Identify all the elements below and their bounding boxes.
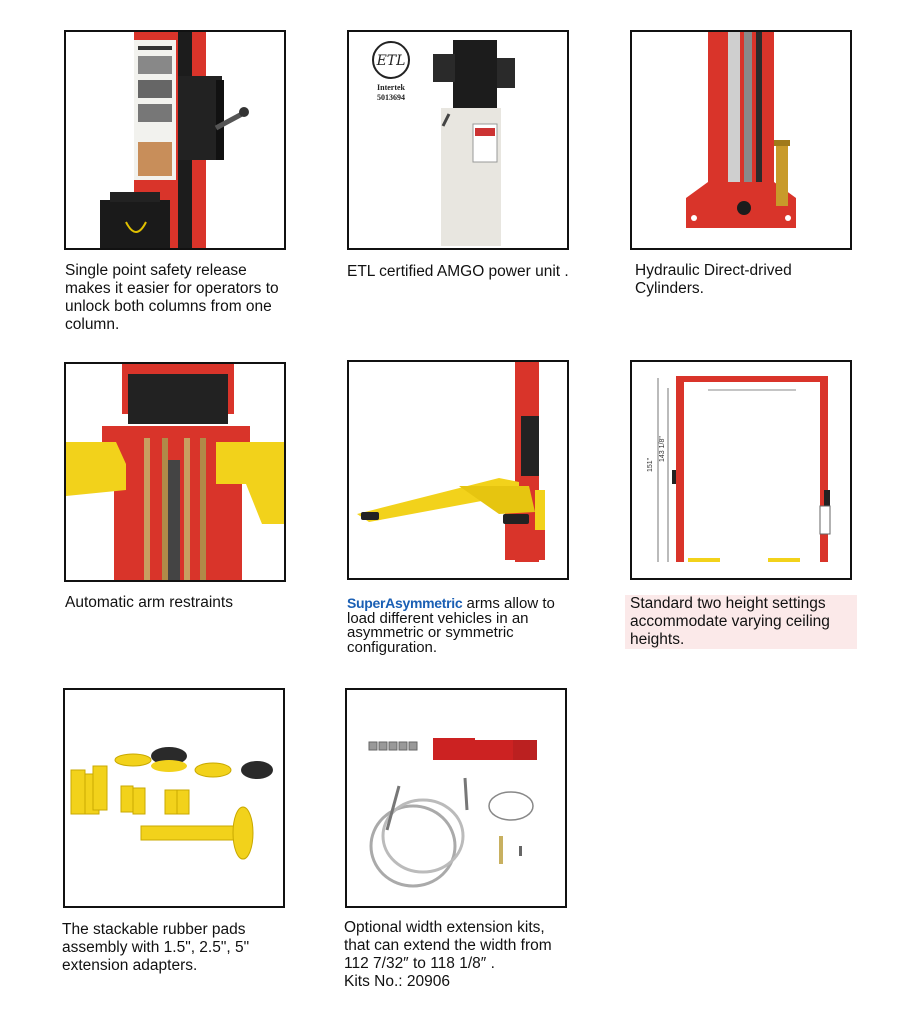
caption-asymmetric-text: arms allow to load different vehicles in an asymmetric or symmetric configuration. (347, 595, 555, 656)
dimension-inner: 143 1/8" (659, 436, 666, 462)
cylinder-image (630, 30, 852, 250)
extension-kit-line-4: Kits No.: 20906 (344, 973, 450, 990)
lift-diagram-image (630, 360, 852, 580)
cert-number: 5013694 (377, 93, 405, 102)
caption-arm-restraint: Automatic arm restraints (65, 594, 233, 611)
extension-kit-line-1: Optional width extension kits, (344, 919, 545, 936)
extension-kit-line-3: 112 7/32″ to 118 1/8″ . (344, 955, 495, 972)
rubber-pads-image (63, 688, 285, 908)
cert-company: Intertek (377, 83, 405, 92)
power-unit-image (347, 30, 569, 250)
caption-lift-diagram: Standard two height settings accommodate varying ceiling heights. (625, 595, 857, 649)
caption-rubber-pads: The stackable rubber pads assembly with 1.5", 2.5", 5" extension adapters. (62, 921, 250, 974)
extension-kit-line-2: that can extend the width from (344, 937, 552, 954)
superasymmetric-logo: SuperAsymmetric (347, 595, 463, 611)
caption-extension-kit (344, 919, 584, 991)
extension-kit-image (345, 688, 567, 908)
etl-mark-icon (373, 42, 409, 78)
safety-release-image (64, 30, 286, 250)
asymmetric-arm-image (347, 360, 569, 580)
caption-power-unit: ETL certified AMGO power unit . (347, 263, 569, 280)
etl-mark-text: ETL (376, 53, 406, 69)
dimension-outer: 151" (647, 457, 654, 472)
arm-restraint-image (64, 362, 286, 582)
caption-asymmetric (347, 596, 587, 655)
caption-cylinder: Hydraulic Direct-drived Cylinders. (635, 262, 792, 297)
caption-safety-release: Single point safety release makes it easier for operators to unlock both columns from one column. (65, 262, 279, 333)
